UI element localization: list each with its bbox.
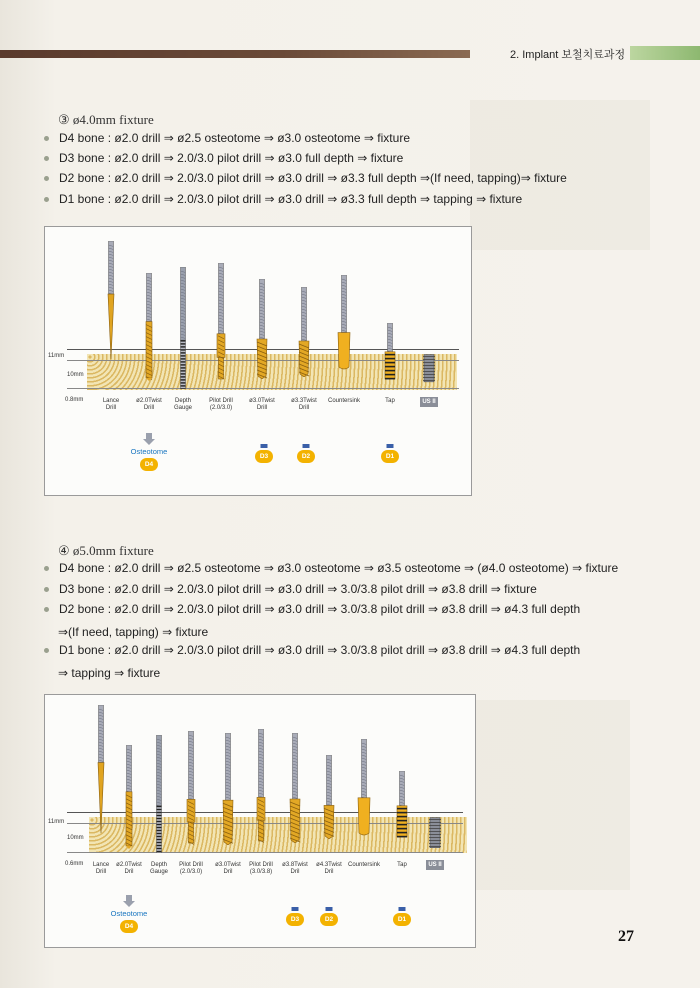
bullet-dot xyxy=(44,607,49,612)
lance-drill xyxy=(100,241,122,359)
section2-bullet xyxy=(44,602,580,616)
bone-marker-tick xyxy=(326,907,333,911)
header-dark-band xyxy=(0,50,470,58)
bone-density-badge: D2 xyxy=(320,913,338,926)
twist-drill-3-8 xyxy=(284,733,306,843)
section1-title: ③ ø4.0mm fixture xyxy=(58,112,154,127)
bullet-dot xyxy=(44,648,49,653)
tap xyxy=(391,771,413,839)
twist-drill-2-0 xyxy=(118,745,140,849)
bullet-continuation: ⇒(If need, tapping) ⇒ fixture xyxy=(58,625,209,639)
tool-label: Countersink xyxy=(347,862,381,868)
bullet-dot xyxy=(44,587,49,592)
scale-11mm: 11mm xyxy=(48,353,65,359)
pilot-drill-3-38 xyxy=(250,729,272,843)
lance-drill xyxy=(90,705,112,833)
tool-label: ø3.3Twist Drill xyxy=(291,398,317,411)
pilot-drill-2-3 xyxy=(180,731,202,845)
depth-line-bottom xyxy=(67,852,463,853)
bone-marker-tick xyxy=(387,444,394,448)
depth-gauge xyxy=(148,735,170,853)
bullet-dot xyxy=(44,197,49,202)
tool-label: Depth Gauge xyxy=(173,398,193,411)
twist-drill-3-3 xyxy=(293,287,315,377)
bullet-continuation: ⇒ tapping ⇒ fixture xyxy=(58,666,161,680)
scale-bottom: 0.6mm xyxy=(65,861,84,867)
section1-bullet xyxy=(44,131,410,145)
bone-density-badge: D3 xyxy=(255,450,273,463)
bone-marker-tick xyxy=(261,444,268,448)
bone-density-badge: D4 xyxy=(140,458,158,471)
bullet-text: D2 bone : ø2.0 drill ⇒ 2.0/3.0 pilot drill ⇒ ø3.0 drill ⇒ 3.0/3.8 pilot drill ⇒ ø3.8 drill ⇒ ø4.3 full depth xyxy=(59,602,581,616)
depth-line-bottom xyxy=(67,388,459,389)
bullet-dot xyxy=(44,176,49,181)
scale-10mm: 10mm xyxy=(67,372,84,378)
bullet-text: D1 bone : ø2.0 drill ⇒ 2.0/3.0 pilot drill ⇒ ø3.0 drill ⇒ 3.0/3.8 pilot drill ⇒ ø3.8 drill ⇒ ø4.3 full depth xyxy=(59,643,581,657)
bone-marker-tick xyxy=(292,907,299,911)
bone-marker-tick xyxy=(303,444,310,448)
twist-drill-3-0 xyxy=(251,279,273,379)
fixture-us-ii xyxy=(418,345,440,383)
section1-bullet xyxy=(44,151,403,165)
tap xyxy=(379,323,401,381)
tool-label: Pilot Drill (2.0/3.0) xyxy=(209,398,233,411)
section2-bullet xyxy=(44,582,537,596)
tool-label: Depth Gauge xyxy=(149,862,169,875)
twist-drill-4-3 xyxy=(318,755,340,839)
bone-density-badge: D3 xyxy=(286,913,304,926)
tool-label: Pilot Drill (2.0/3.0) xyxy=(179,862,203,875)
bleed-through xyxy=(470,700,630,890)
scale-bottom: 0.8mm xyxy=(65,397,84,403)
section2-bullet xyxy=(44,561,618,575)
tool-label: ø4.3Twist Dril xyxy=(316,862,342,875)
chapter-title: 2. Implant 보철치료과정 xyxy=(510,49,626,61)
bone-marker-tick xyxy=(399,907,406,911)
tool-label: ø2.0Twist Drill xyxy=(136,398,162,411)
bullet-text: D1 bone : ø2.0 drill ⇒ 2.0/3.0 pilot drill ⇒ ø3.0 drill ⇒ ø3.3 full depth ⇒ tapping ⇒ fixture xyxy=(59,192,523,206)
down-arrow-icon xyxy=(123,895,135,907)
fixture-us-ii xyxy=(424,807,446,849)
drill-sequence-figure-5mm xyxy=(44,694,476,948)
tool-label: Pilot Drill (3.0/3.8) xyxy=(249,862,273,875)
page-number: 27 xyxy=(618,928,634,945)
tool-label: ø3.8Twist Dril xyxy=(282,862,308,875)
tool-label: ø3.0Twist Drill xyxy=(249,398,275,411)
us-ii-badge: US II xyxy=(420,397,438,407)
scale-11mm: 11mm xyxy=(48,819,65,825)
section2-bullet xyxy=(44,643,580,657)
drill-sequence-figure-4mm xyxy=(44,226,472,496)
bullet-text: D3 bone : ø2.0 drill ⇒ 2.0/3.0 pilot drill ⇒ ø3.0 full depth ⇒ fixture xyxy=(59,151,404,165)
countersink xyxy=(333,275,355,371)
header-green-band xyxy=(630,46,700,60)
tool-label: Countersink xyxy=(327,398,361,404)
osteotome-label: Osteotome xyxy=(110,909,148,918)
section2-title: ④ ø5.0mm fixture xyxy=(58,543,154,558)
section1-bullet xyxy=(44,171,567,185)
bone-density-badge: D1 xyxy=(381,450,399,463)
bullet-text: D4 bone : ø2.0 drill ⇒ ø2.5 osteotome ⇒ ø3.0 osteotome ⇒ fixture xyxy=(59,131,410,145)
bone-density-badge: D2 xyxy=(297,450,315,463)
tool-label: ø3.0Twist Dril xyxy=(215,862,241,875)
tool-label: Lance Drill xyxy=(102,398,120,411)
tool-label: Tap xyxy=(385,398,395,404)
pilot-drill-2-3 xyxy=(210,263,232,381)
bullet-text: D2 bone : ø2.0 drill ⇒ 2.0/3.0 pilot drill ⇒ ø3.0 drill ⇒ ø3.3 full depth ⇒(If need, tapping)⇒ fixture xyxy=(59,171,567,185)
twist-drill-2-0 xyxy=(138,273,160,381)
osteotome-label: Osteotome xyxy=(130,447,168,456)
scale-10mm: 10mm xyxy=(67,835,84,841)
bullet-text: D3 bone : ø2.0 drill ⇒ 2.0/3.0 pilot drill ⇒ ø3.0 drill ⇒ 3.0/3.8 pilot drill ⇒ ø3.8 drill ⇒ fixture xyxy=(59,582,537,596)
bullet-dot xyxy=(44,566,49,571)
bullet-text: D4 bone : ø2.0 drill ⇒ ø2.5 osteotome ⇒ ø3.0 osteotome ⇒ ø3.5 osteotome ⇒ (ø4.0 osteotome) ⇒ fixture xyxy=(59,561,619,575)
down-arrow-icon xyxy=(143,433,155,445)
bullet-dot xyxy=(44,136,49,141)
bone-density-badge: D1 xyxy=(393,913,411,926)
tool-label: Tap xyxy=(397,862,407,868)
twist-drill-3-0 xyxy=(217,733,239,845)
bone-density-badge: D4 xyxy=(120,920,138,933)
tool-label: Lance Drill xyxy=(92,862,110,875)
depth-gauge xyxy=(172,267,194,389)
section1-bullet xyxy=(44,192,522,206)
us-ii-badge: US II xyxy=(426,860,444,870)
countersink xyxy=(353,739,375,837)
bullet-dot xyxy=(44,156,49,161)
tool-label: ø2.0Twist Dril xyxy=(116,862,142,875)
